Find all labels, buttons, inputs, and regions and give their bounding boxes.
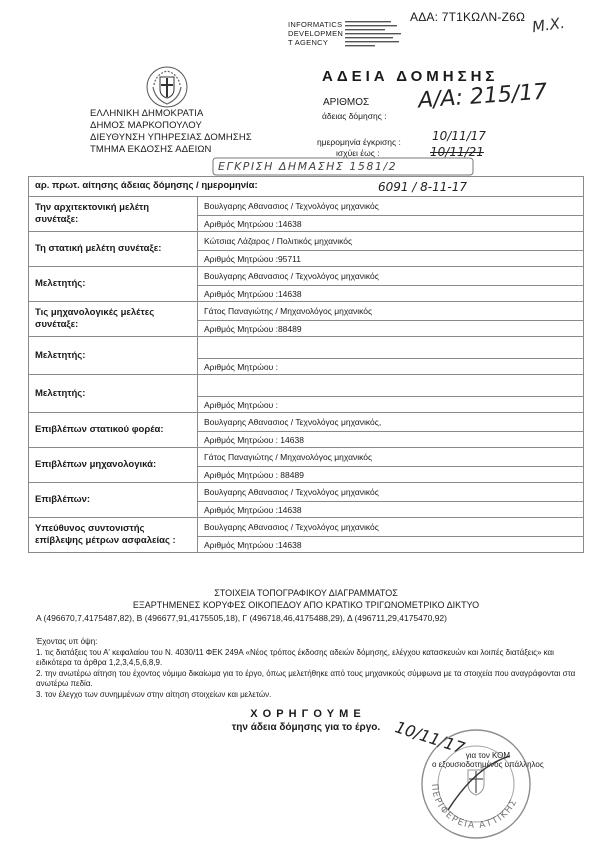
- authority-block: [90, 108, 252, 156]
- agency-block: [288, 20, 343, 47]
- permit-title: ΑΔΕΙΑ ΔΟΜΗΣΗΣ: [322, 68, 499, 85]
- row-name: Βουλγαρης Αθανασιος / Τεχνολόγος μηχανικός,: [198, 413, 584, 432]
- row-name: Γάτος Παναγιώτης / Μηχανολόγος μηχανικός: [198, 302, 584, 321]
- table-row: [29, 337, 584, 359]
- signature-date-handwritten: 10/11/17: [392, 717, 468, 758]
- row-reg: Αριθμός Μητρώου :95711: [198, 251, 584, 267]
- stamp-outline: [212, 157, 474, 176]
- handwritten-initials: Μ.Χ.: [530, 13, 566, 37]
- agency-line-2: DEVELOPMEN: [288, 29, 344, 38]
- table-row: [29, 375, 584, 397]
- row-label: Επιβλέπων στατικού φορέα:: [29, 413, 198, 448]
- consideration-item-2: 2. την ανωτέρω αίτηση του έχοντος νόμιμο δικαίωμα για το έργο, όπως μελετήθηκε από τους μηχανικούς σύμφωνα με τα στοιχεία που αναγράφονται στα ανωτέρω πεδία.: [36, 668, 576, 688]
- row-reg: Αριθμός Μητρώου :14638: [198, 502, 584, 518]
- row-reg: Αριθμός Μητρώου : 14638: [198, 432, 584, 448]
- row-reg: Αριθμός Μητρώου :: [198, 359, 584, 375]
- authority-line-3: ΔΙΕΥΘΥΝΣΗ ΥΠΗΡΕΣΙΑΣ ΔΟΜΗΣΗΣ: [90, 132, 252, 143]
- row-label: Την αρχιτεκτονική μελέτη συνέταξε:: [29, 197, 198, 232]
- table-row: [29, 232, 584, 251]
- application-number-cell: [29, 177, 584, 197]
- authority-line-2: ΔΗΜΟΣ ΜΑΡΚΟΠΟΥΛΟΥ: [90, 120, 202, 131]
- table-row: [29, 483, 584, 502]
- svg-text:ΠΕΡΙΦΕΡΕΙΑ ΑΤΤΙΚΗΣ: [429, 783, 520, 831]
- row-label: Υπεύθυνος συντονιστής επίβλεψης μέτρων ασφαλείας :: [29, 518, 198, 553]
- digital-signature-block: [345, 19, 405, 51]
- topo-title: ΣΤΟΙΧΕΙΑ ΤΟΠΟΓΡΑΦΙΚΟΥ ΔΙΑΓΡΑΜΜΑΤΟΣ: [214, 588, 398, 598]
- consideration-item-3: 3. τον έλεγχο των συνημμένων στην αίτηση στοιχείων και μελετών.: [36, 689, 272, 699]
- permit-number-handwritten: Α/Α: 215/17: [417, 79, 549, 114]
- agency-line-1: INFORMATICS: [288, 20, 343, 29]
- row-name: [198, 337, 584, 359]
- row-label: Επιβλέπων:: [29, 483, 198, 518]
- application-number-label: αρ. πρωτ. αίτησης άδειας δόμησης / ημερομηνία:: [35, 179, 258, 191]
- table-row: [29, 302, 584, 321]
- valid-until-handwritten: 10/11/21: [430, 145, 484, 159]
- row-reg: Αριθμός Μητρώου :88489: [198, 321, 584, 337]
- topo-coordinates: Α (496670,7,4175487,82), Β (496677,91,4175505,18), Γ (496718,46,4175488,29), Δ (496711,29,4175470,92): [36, 613, 447, 623]
- authority-line-1: ΕΛΛΗΝΙΚΗ ΔΗΜΟΚΡΑΤΙΑ: [90, 108, 204, 119]
- row-name: Βουλγαρης Αθανασιος / Τεχνολόγος μηχανικός: [198, 197, 584, 216]
- row-reg: Αριθμός Μητρώου :14638: [198, 537, 584, 553]
- row-label: Επιβλέπων μηχανολογικά:: [29, 448, 198, 483]
- row-name: Βουλγαρης Αθανασιος / Τεχνολόγος μηχανικός: [198, 483, 584, 502]
- authority-line-4: ΤΜΗΜΑ ΕΚΔΟΣΗΣ ΑΔΕΙΩΝ: [90, 144, 212, 155]
- stamp-note-handwritten: ΕΓΚΡΙΣΗ ΔΗΜΑΣΗΣ 1581/2: [218, 160, 398, 173]
- seal-text: ΠΕΡΙΦΕΡΕΙΑ ΑΤΤΙΚΗΣ: [428, 783, 520, 832]
- table-row: [29, 448, 584, 467]
- row-reg: Αριθμός Μητρώου : 88489: [198, 467, 584, 483]
- signature-line-1: για τον ΚΟΜ: [465, 751, 511, 760]
- official-seal: [418, 726, 534, 842]
- application-number-handwritten: 6091 / 8-11-17: [377, 179, 467, 194]
- table-row: [29, 197, 584, 216]
- row-label: Τη στατική μελέτη συνέταξε:: [29, 232, 198, 267]
- grant-subtitle: την άδεια δόμησης για το έργο.: [231, 722, 381, 733]
- approval-date-handwritten: 10/11/17: [432, 129, 486, 143]
- valid-until-label: ισχύει έως :: [336, 148, 380, 158]
- agency-line-3: T AGENCY: [288, 38, 329, 47]
- table-row: [29, 267, 584, 286]
- row-reg: Αριθμός Μητρώου :: [198, 397, 584, 413]
- row-reg: Αριθμός Μητρώου :14638: [198, 216, 584, 232]
- grant-title: Χ Ο Ρ Η Γ Ο Υ Μ Ε: [250, 708, 362, 720]
- row-label: Μελετητής:: [29, 375, 198, 413]
- signature-line-2: ο εξουσιοδοτημένος υπάλληλος: [432, 760, 544, 769]
- permit-number-sublabel: άδειας δόμησης :: [322, 111, 387, 121]
- row-reg: Αριθμός Μητρώου :14638: [198, 286, 584, 302]
- considerations-block: [36, 637, 581, 700]
- row-name: Βουλγαρης Αθανασιος / Τεχνολόγος μηχανικός: [198, 518, 584, 537]
- table-row: [29, 518, 584, 537]
- approval-label: ημερομηνία έγκρισης :: [317, 137, 401, 147]
- greek-emblem-icon: [145, 65, 189, 109]
- row-name: Βουλγαρης Αθανασιος / Τεχνολόγος μηχανικός: [198, 267, 584, 286]
- ada-code: ΑΔΑ: 7Τ1ΚΩΛΝ-Ζ6Ω: [410, 10, 526, 24]
- considerations-intro: Έχοντας υπ όψη:: [36, 637, 98, 646]
- table-row: [29, 413, 584, 432]
- row-name: Κώτσιας Λάζαρος / Πολιτικός μηχανικός: [198, 232, 584, 251]
- permit-number-label: ΑΡΙΘΜΟΣ: [323, 97, 370, 108]
- row-label: Μελετητής:: [29, 267, 198, 302]
- permit-table: [28, 176, 584, 553]
- topo-subtitle: ΕΞΑΡΤΗΜΕΝΕΣ ΚΟΡΥΦΕΣ ΟΙΚΟΠΕΔΟΥ ΑΠΟ ΚΡΑΤΙΚΟ ΤΡΙΓΩΝΟΜΕΤΡΙΚΟ ΔΙΚΤΥΟ: [132, 600, 480, 610]
- consideration-item-1: 1. τις διατάξεις του Α' κεφαλαίου του Ν. 4030/11 ΦΕΚ 249Α «Νέος τρόπος έκδοσης αδειών δόμησης, ελέγχου κατασκευών και λοιπές διατάξεις» και ειδικότερα τα άρθρα 1,2,3,4,5,6,8,9.: [36, 647, 554, 667]
- row-label: Μελετητής:: [29, 337, 198, 375]
- row-label: Τις μηχανολογικές μελέτες συνέταξε:: [29, 302, 198, 337]
- row-name: [198, 375, 584, 397]
- row-name: Γάτος Παναγιώτης / Μηχανολόγος μηχανικός: [198, 448, 584, 467]
- table-header-row: [29, 177, 584, 197]
